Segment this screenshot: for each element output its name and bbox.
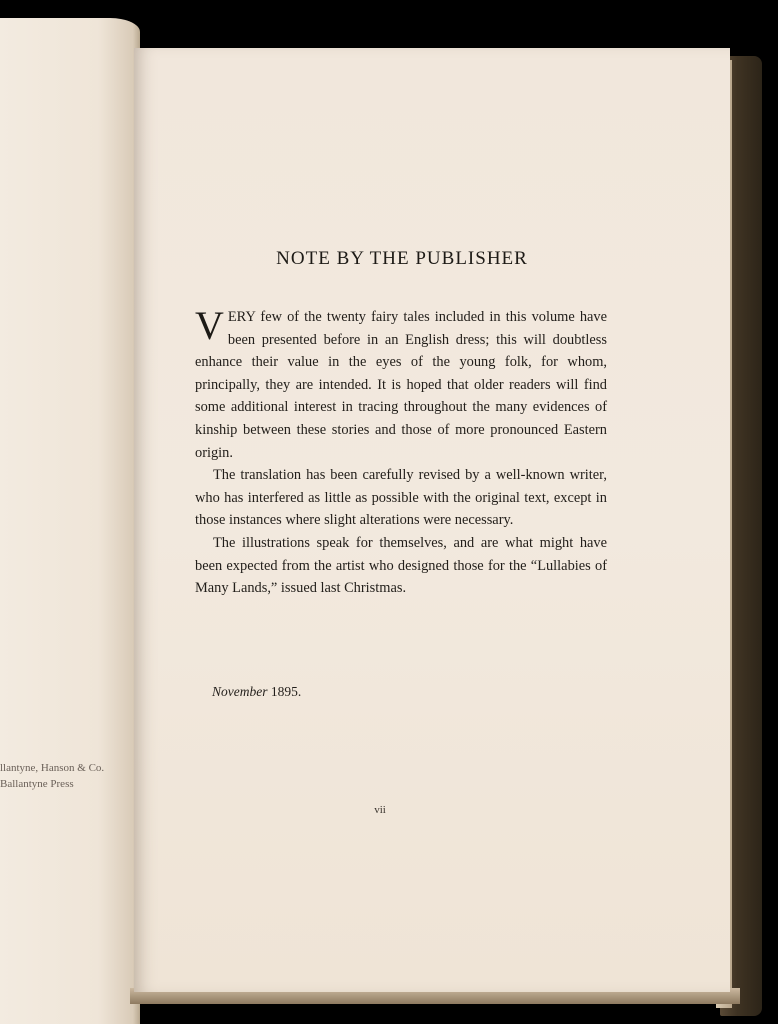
paragraph <box>195 532 607 600</box>
paragraph-text: ERY few of the twenty fairy tales included in this volume have been presented before in an English dress; this will doubtless enhance their value in the eyes of the young folk, for whom, principally, they are intended. It is hoped that older readers will find some additional interest in tracing throughout the many evidences of kinship between these stories and those of more pronounced Eastern origin. <box>195 309 607 461</box>
date-line <box>212 684 301 700</box>
paragraph <box>195 464 607 532</box>
imprint-line: llantyne, Hanson & Co. <box>0 762 105 774</box>
paragraph-text: The translation has been carefully revised by a well-known writer, who has interfered as little as possible with the original text, except in those instances where slight alterations were necessary. <box>195 467 607 529</box>
printer-imprint <box>0 760 104 792</box>
paragraph-text: The illustrations speak for themselves, and are what might have been expected from the artist who designed those for the “Lullabies of Many Lands,” issued last Christmas. <box>195 534 607 597</box>
page-number: vii <box>374 804 386 816</box>
page-title: NOTE BY THE PUBLISHER <box>276 248 528 269</box>
imprint-line: Ballantyne Press <box>0 778 74 790</box>
date-month: November <box>212 684 268 699</box>
paragraph <box>195 303 607 464</box>
date-year: 1895. <box>270 684 302 699</box>
body-text <box>195 303 607 600</box>
right-page <box>134 48 730 992</box>
drop-cap: V <box>195 303 224 348</box>
left-page <box>0 18 140 1024</box>
